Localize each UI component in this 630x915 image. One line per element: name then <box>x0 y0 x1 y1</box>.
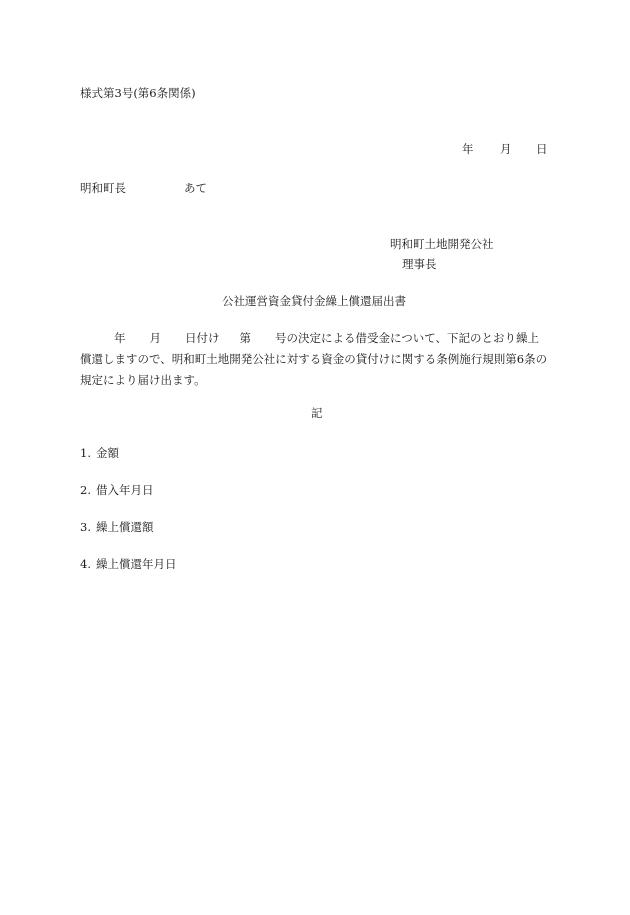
item-number: 4. <box>80 557 91 571</box>
body-number-prefix: 第 <box>239 331 251 345</box>
body-year: 年 <box>114 331 126 345</box>
body-line-1 <box>80 328 552 349</box>
body-month: 月 <box>149 331 161 345</box>
body-line-3: 規定により届け出ます。 <box>80 373 206 387</box>
addressee-suffix: あて <box>184 181 207 195</box>
item-number: 2. <box>80 483 91 497</box>
body-day-dated: 日付け <box>185 331 220 345</box>
list-item <box>80 482 154 498</box>
addressee-name: 明和町長 <box>80 181 126 195</box>
form-number: 様式第3号(第6条関係) <box>80 86 196 100</box>
item-number: 1. <box>80 446 91 460</box>
date-month-label: 月 <box>500 142 512 156</box>
list-item <box>80 445 119 461</box>
item-label: 繰上償還年月日 <box>96 557 177 571</box>
item-label: 借入年月日 <box>96 483 154 497</box>
item-number: 3. <box>80 520 91 534</box>
date-day-label: 日 <box>536 142 548 156</box>
body-paragraph <box>80 328 552 391</box>
list-item <box>80 519 154 535</box>
document-title: 公社運営資金貸付金繰上償還届出書 <box>222 294 406 308</box>
sender-organization: 明和町土地開発公社 <box>390 237 494 251</box>
list-item <box>80 556 177 572</box>
body-line1-rest: 号の決定による借受金について、下記のとおり繰上 <box>275 331 540 345</box>
item-label: 繰上償還額 <box>96 520 154 534</box>
item-label: 金額 <box>96 446 119 460</box>
body-line-2: 償還しますので、明和町土地開発公社に対する資金の貸付けに関する条例施行規則第6条の <box>80 352 548 366</box>
sender-title: 理事長 <box>402 257 437 271</box>
ki-heading: 記 <box>311 406 323 420</box>
date-year-label: 年 <box>462 142 474 156</box>
